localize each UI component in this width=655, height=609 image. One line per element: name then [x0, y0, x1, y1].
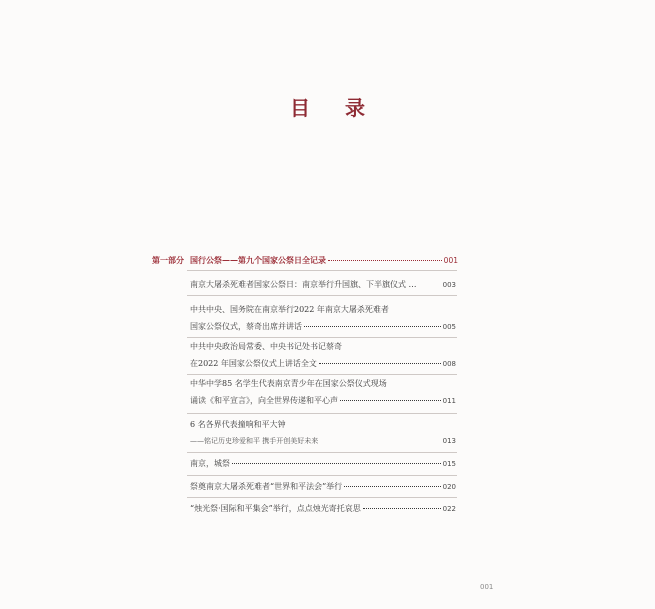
part-title: 国行公祭——第九个国家公祭日全记录: [190, 255, 326, 265]
divider: [187, 497, 457, 498]
part-page-number: 001: [443, 256, 458, 265]
toc-entry[interactable]: [190, 378, 456, 406]
entry-page-number: 003: [442, 281, 456, 289]
entry-page-number: 011: [442, 397, 456, 405]
entry-subtitle: ——铭记历史珍爱和平 携手开创美好未来: [190, 437, 319, 445]
entry-title: 中共中央政治局常委、中央书记处书记蔡奇: [190, 342, 342, 351]
entry-title: 国家公祭仪式，蔡奇出席并讲话: [190, 322, 302, 331]
dot-leader: [304, 326, 441, 327]
entry-title: 诵读《和平宣言》，向全世界传递和平心声: [190, 396, 338, 405]
divider: [187, 374, 457, 375]
entry-title: 中华中学85 名学生代表南京青少年在国家公祭仪式现场: [190, 379, 387, 388]
dot-leader: [363, 508, 441, 509]
dot-leader: [319, 363, 441, 364]
divider: [187, 270, 457, 271]
toc-entry[interactable]: [190, 419, 456, 447]
toc-entry[interactable]: [190, 503, 456, 514]
dot-leader: [328, 260, 442, 261]
entry-title: 南京，城祭: [190, 459, 230, 468]
entry-title: 中共中央、国务院在南京举行2022 年南京大屠杀死难者: [190, 305, 389, 314]
toc-entry[interactable]: [190, 341, 456, 369]
dot-leader: [344, 486, 440, 487]
entry-page-number: 005: [442, 323, 456, 331]
divider: [187, 295, 457, 296]
dot-leader: [340, 400, 441, 401]
entry-title: “烛光祭·国际和平集会”举行，点点烛光寄托哀思: [190, 504, 361, 513]
entry-title: 6 名各界代表撞响和平大钟: [190, 420, 286, 429]
page-title: 目 录: [290, 96, 379, 120]
part-label: 第一部分: [152, 255, 184, 265]
divider: [187, 337, 457, 338]
entry-page-number: 013: [442, 437, 456, 445]
page-number: 001: [480, 583, 494, 591]
entry-page-number: 008: [442, 360, 456, 368]
divider: [187, 452, 457, 453]
toc-entry[interactable]: [190, 481, 456, 492]
entry-page-number: 015: [442, 460, 456, 468]
entry-title: 南京大屠杀死难者国家公祭日：南京举行升国旗、下半旗仪式 …: [190, 280, 417, 289]
dot-leader: [232, 463, 441, 464]
entry-title: 祭奠南京大屠杀死难者“世界和平法会”举行: [190, 482, 343, 491]
entry-page-number: 020: [442, 483, 456, 491]
entry-title: 在2022 年国家公祭仪式上讲话全文: [190, 359, 317, 368]
divider: [187, 413, 457, 414]
entry-page-number: 022: [442, 505, 456, 513]
divider: [187, 475, 457, 476]
toc-part-heading[interactable]: [152, 255, 458, 266]
toc-entry[interactable]: [190, 304, 456, 332]
toc-entry[interactable]: [190, 458, 456, 469]
toc-entry[interactable]: [190, 279, 456, 290]
